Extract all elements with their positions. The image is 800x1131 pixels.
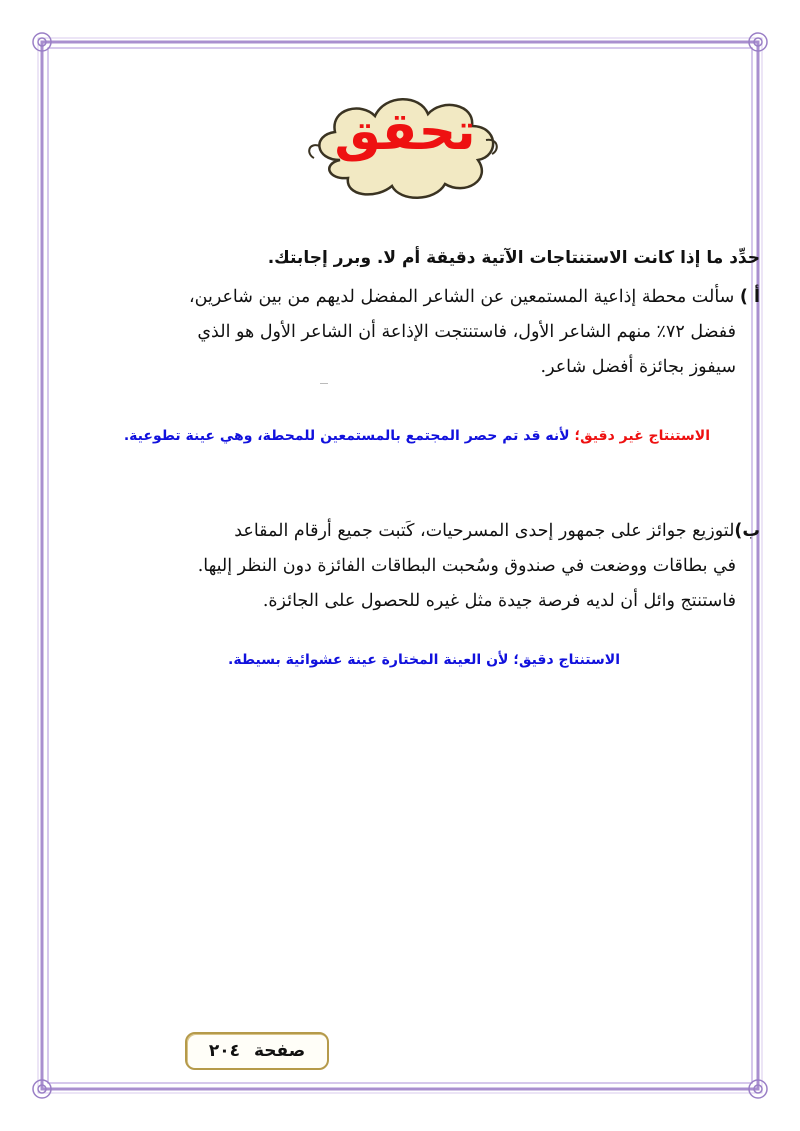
question-b-label: ب) bbox=[734, 521, 760, 541]
instruction-text: حدِّد ما إذا كانت الاستنتاجات الآتية دقيقة أم لا. وبرر إجابتك. bbox=[267, 248, 760, 268]
question-b bbox=[120, 514, 760, 619]
page-number: ٢٠٤ bbox=[208, 1041, 240, 1061]
question-b-line-3: فاستنتج وائل أن لديه فرصة جيدة مثل غيره للحصول على الجائزة. bbox=[262, 591, 736, 611]
answer-a-reason: لأنه قد تم حصر المجتمع بالمستمعين للمحطة، وهي عينة تطوعية. bbox=[123, 428, 575, 444]
stray-mark bbox=[320, 383, 328, 384]
question-b-line-1: ب)لتوزيع جوائز على جمهور إحدى المسرحيات، كَتبت جميع أرقام المقاعد bbox=[234, 521, 760, 541]
question-a-line-3: سيفوز بجائزة أفضل شاعر. bbox=[540, 357, 736, 377]
page-label: صفحة bbox=[253, 1041, 306, 1061]
question-a-line-1: أ ) سألت محطة إذاعية المستمعين عن الشاعر المفضل لديهم من بين شاعرين، bbox=[188, 287, 760, 307]
question-b-line-2: في بطاقات ووضعت في صندوق وسُحبت البطاقات الفائزة دون النظر إليها. bbox=[197, 556, 736, 576]
question-a-label: أ ) bbox=[739, 287, 760, 307]
question-a-line-2: ففضل ٧٢٪ منهم الشاعر الأول، فاستنتجت الإذاعة أن الشاعر الأول هو الذي bbox=[197, 322, 736, 342]
page-title: تحقق bbox=[334, 102, 476, 162]
answer-a-verdict: الاستنتاج غير دقيق؛ bbox=[574, 428, 710, 444]
page-number-box bbox=[185, 1032, 329, 1070]
answer-b: الاستنتاج دقيق؛ لأن العينة المختارة عينة عشوائية بسيطة. bbox=[228, 652, 620, 668]
title-cloud bbox=[300, 80, 510, 210]
answer-a bbox=[124, 428, 710, 444]
question-a bbox=[120, 280, 760, 385]
